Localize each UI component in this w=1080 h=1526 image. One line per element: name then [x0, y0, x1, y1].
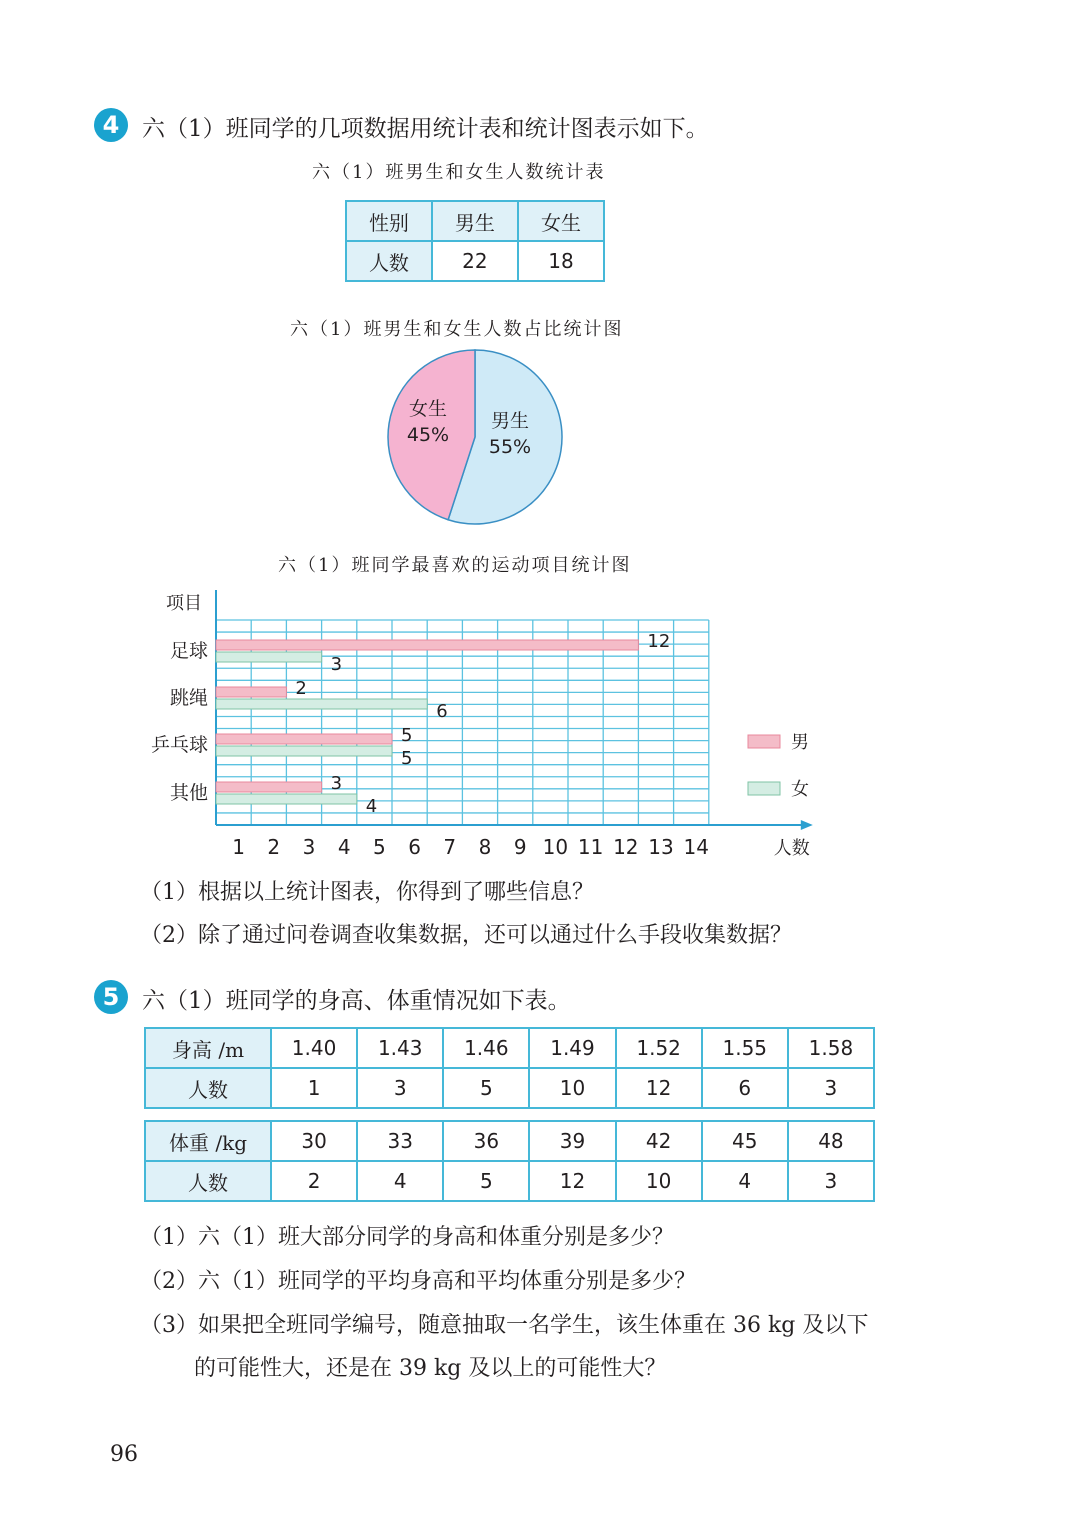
bar-boy	[216, 640, 638, 650]
category-label: 其他	[169, 782, 208, 804]
table-cell: 3	[357, 1068, 443, 1108]
table-row	[145, 1028, 874, 1068]
table-cell: 10	[529, 1068, 615, 1108]
bar-girl	[216, 699, 427, 709]
table-cell: 12	[529, 1161, 615, 1201]
table-row	[145, 1121, 874, 1161]
question-4-sub2: （2）除了通过问卷调查收集数据，还可以通过什么手段收集数据？	[140, 923, 792, 948]
question-5-sub3-line1: （3）如果把全班同学编号，随意抽取一名学生，该生体重在 36 kg 及以下	[140, 1313, 869, 1338]
table-row	[346, 241, 604, 281]
legend-swatch-boy	[748, 735, 780, 748]
x-axis-label: 人数	[773, 838, 810, 859]
question-5-badge: 5	[94, 980, 128, 1014]
x-tick-label: 3	[302, 835, 316, 859]
bar-value-label: 3	[330, 654, 343, 675]
x-tick-label: 10	[542, 835, 569, 859]
table-cell: 22	[432, 241, 518, 281]
table-cell: 1.43	[357, 1028, 443, 1068]
x-tick-label: 6	[408, 835, 421, 859]
question-4-sub1: （1）根据以上统计图表，你得到了哪些信息？	[140, 880, 594, 905]
table-cell: 5	[443, 1161, 529, 1201]
table-cell: 18	[518, 241, 604, 281]
table-cell: 12	[616, 1068, 702, 1108]
table-cell: 1.55	[702, 1028, 788, 1068]
pie-slice-value: 45%	[406, 424, 450, 446]
table-cell: 3	[788, 1161, 874, 1201]
category-label: 跳绳	[169, 687, 208, 709]
table-cell: 45	[702, 1121, 788, 1161]
bar-boy	[216, 687, 286, 697]
gender-table-title: 六（1）班男生和女生人数统计表	[312, 162, 606, 183]
x-tick-label: 8	[478, 835, 492, 859]
legend-label: 男	[791, 732, 809, 753]
x-tick-label: 7	[443, 835, 457, 859]
weight-header: 体重 /kg	[145, 1121, 271, 1161]
table-row	[145, 1161, 874, 1201]
question-5-text: 六（1）班同学的身高、体重情况如下表。	[142, 988, 571, 1014]
table-cell: 30	[271, 1121, 357, 1161]
table-cell: 3	[788, 1068, 874, 1108]
height-table	[144, 1027, 875, 1109]
category-label: 乒乓球	[150, 734, 208, 756]
x-tick-label: 4	[337, 835, 351, 859]
table-cell: 33	[357, 1121, 443, 1161]
bar-value-label: 5	[401, 725, 413, 746]
question-5-sub2: （2）六（1）班同学的平均身高和平均体重分别是多少？	[140, 1269, 696, 1294]
table-cell: 1.46	[443, 1028, 529, 1068]
bar-girl	[216, 652, 322, 662]
table-cell: 10	[616, 1161, 702, 1201]
table-cell: 人数	[346, 241, 432, 281]
height-header: 身高 /m	[145, 1028, 271, 1068]
pie-slice-label: 女生	[408, 398, 448, 420]
x-tick-label: 13	[648, 835, 674, 859]
table-row	[346, 201, 604, 241]
bar-chart	[130, 585, 850, 870]
table-cell: 1	[271, 1068, 357, 1108]
pie-chart	[380, 345, 570, 535]
legend-swatch-girl	[748, 782, 780, 795]
bar-girl	[216, 746, 392, 756]
y-axis-label: 项目	[166, 593, 202, 614]
question-4-badge: 4	[94, 108, 128, 142]
table-cell: 男生	[432, 201, 518, 241]
x-tick-label: 1	[232, 835, 245, 859]
bar-boy	[216, 734, 392, 744]
table-cell: 36	[443, 1121, 529, 1161]
x-tick-label: 2	[267, 835, 281, 859]
weight-table	[144, 1120, 875, 1202]
bar-chart-title: 六（1）班同学最喜欢的运动项目统计图	[278, 555, 632, 576]
legend-label: 女	[791, 779, 809, 800]
table-row	[145, 1068, 874, 1108]
table-cell: 1.49	[529, 1028, 615, 1068]
table-cell: 48	[788, 1121, 874, 1161]
bar-value-label: 5	[401, 748, 413, 769]
x-tick-label: 11	[577, 835, 604, 859]
count-header: 人数	[145, 1161, 271, 1201]
bar-value-label: 6	[436, 701, 448, 722]
question-4-text: 六（1）班同学的几项数据用统计表和统计图表示如下。	[142, 116, 709, 142]
table-cell: 1.58	[788, 1028, 874, 1068]
table-cell: 女生	[518, 201, 604, 241]
pie-chart-title: 六（1）班男生和女生人数占比统计图	[290, 319, 624, 340]
x-tick-label: 12	[613, 835, 639, 859]
table-cell: 2	[271, 1161, 357, 1201]
bar-girl	[216, 794, 357, 804]
x-tick-label: 14	[683, 835, 709, 859]
count-header: 人数	[145, 1068, 271, 1108]
table-cell: 1.52	[616, 1028, 702, 1068]
gender-count-table	[345, 200, 605, 282]
x-axis-arrow	[801, 820, 813, 830]
table-cell: 4	[702, 1161, 788, 1201]
x-tick-label: 5	[373, 835, 386, 859]
table-cell: 39	[529, 1121, 615, 1161]
table-cell: 1.40	[271, 1028, 357, 1068]
bar-value-label: 3	[330, 773, 343, 794]
table-cell: 6	[702, 1068, 788, 1108]
question-5-sub1: （1）六（1）班大部分同学的身高和体重分别是多少？	[140, 1225, 674, 1250]
bar-boy	[216, 782, 322, 792]
question-5-sub3-line2: 的可能性大，还是在 39 kg 及以上的可能性大？	[194, 1356, 667, 1381]
bar-value-label: 4	[365, 796, 378, 817]
bar-value-label: 12	[647, 631, 671, 652]
pie-slice-value: 55%	[488, 436, 532, 458]
table-cell: 性别	[346, 201, 432, 241]
table-cell: 4	[357, 1161, 443, 1201]
x-tick-label: 9	[513, 835, 527, 859]
pie-slice-label: 男生	[490, 410, 530, 432]
bar-value-label: 2	[295, 678, 307, 699]
category-label: 足球	[169, 640, 208, 662]
table-cell: 5	[443, 1068, 529, 1108]
table-cell: 42	[616, 1121, 702, 1161]
page-number: 96	[110, 1442, 138, 1467]
